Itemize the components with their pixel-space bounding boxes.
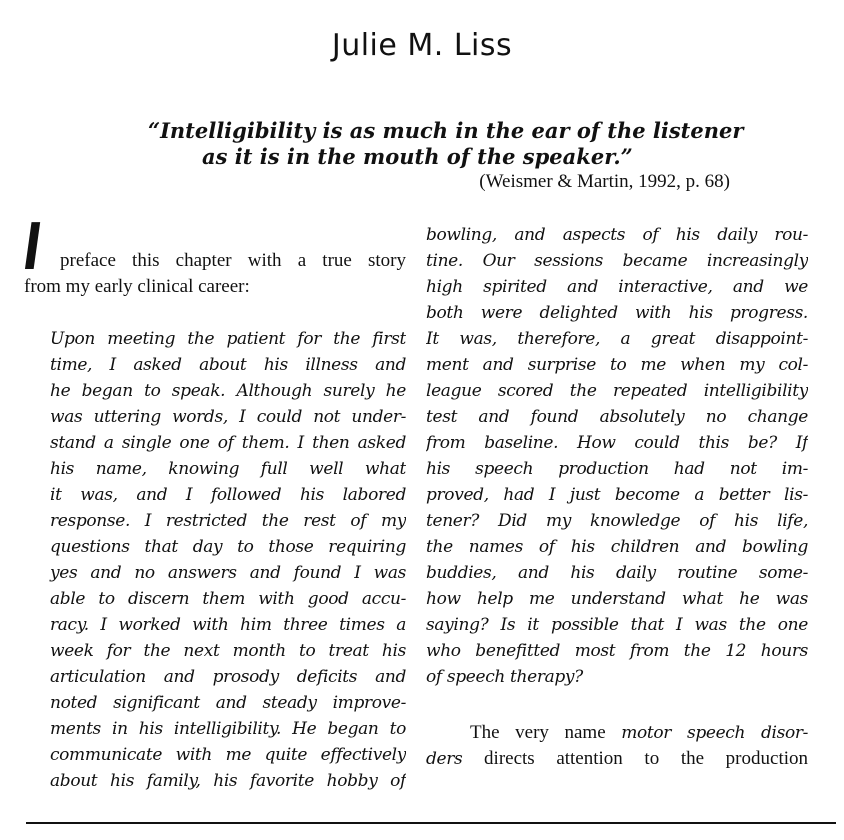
- para2-italic-term-end: ders: [426, 749, 463, 769]
- story-line: articulation and prosody deficits and: [50, 667, 406, 687]
- story-line: was uttering words, I could not under-: [50, 407, 406, 427]
- story-left-block: [24, 326, 406, 794]
- para2-line-1: [426, 720, 808, 746]
- story-line: time, I asked about his illness and: [50, 355, 406, 375]
- story-line: tener? Did my knowledge of his life,: [426, 511, 808, 531]
- paragraph-gap: [426, 690, 808, 716]
- intro-line-2: from my early clinical career:: [24, 276, 250, 297]
- epigraph-line-1: “Intelligibility is as much in the ear of the listener: [148, 118, 744, 143]
- story-line: It was, therefore, a great disappoint-: [426, 329, 808, 349]
- story-line: who benefitted most from the 12 hours: [426, 641, 808, 661]
- story-line: ment and surprise to me when my col-: [426, 355, 808, 375]
- story-line: about his family, his favorite hobby of: [50, 771, 406, 791]
- para2-italic-term: motor speech disor-: [621, 723, 808, 743]
- story-line: he began to speak. Although surely he: [50, 381, 406, 401]
- left-column: [24, 211, 406, 794]
- story-line: bowling, and aspects of his daily rou-: [426, 225, 808, 245]
- story-line: his name, knowing full well what: [50, 459, 406, 479]
- para2-text: directs attention to the production: [462, 748, 808, 769]
- intro-paragraph-start: [24, 211, 406, 285]
- story-line: league scored the repeated intelligibility: [426, 381, 808, 401]
- drop-cap: I: [24, 211, 42, 285]
- story-line: questions that day to those requiring: [50, 537, 406, 557]
- story-line: buddies, and his daily routine some-: [426, 563, 808, 583]
- right-column: [426, 222, 808, 772]
- story-line: ments in his intelligibility. He began to: [50, 719, 406, 739]
- story-line: communicate with me quite effectively: [50, 745, 406, 765]
- story-line: able to discern them with good accu-: [50, 589, 406, 609]
- story-line: week for the next month to treat his: [50, 641, 406, 661]
- bottom-rule: [26, 822, 836, 824]
- para2-line-2: [426, 746, 808, 772]
- paragraph-gap: [24, 300, 406, 326]
- story-line: it was, and I followed his labored: [50, 485, 406, 505]
- story-line: high spirited and interactive, and we: [426, 277, 808, 297]
- story-line: saying? Is it possible that I was the one: [426, 615, 808, 635]
- story-line: stand a single one of them. I then asked: [50, 433, 406, 453]
- epigraph: [140, 118, 760, 194]
- story-line: tine. Our sessions became increasingly: [426, 251, 808, 271]
- epigraph-line-2: as it is in the mouth of the speaker.”: [202, 144, 633, 169]
- epigraph-citation: (Weismer & Martin, 1992, p. 68): [479, 171, 730, 192]
- chapter-author: Julie M. Liss: [331, 28, 513, 63]
- story-line: from baseline. How could this be? If: [426, 433, 808, 453]
- story-line: both were delighted with his progress.: [426, 303, 808, 323]
- story-line: the names of his children and bowling: [426, 537, 808, 557]
- story-line: Upon meeting the patient for the first: [50, 329, 406, 349]
- story-right-block: [426, 222, 808, 690]
- story-line: of speech therapy?: [426, 667, 583, 687]
- story-line: noted significant and steady improve-: [50, 693, 406, 713]
- story-line: how help me understand what he was: [426, 589, 808, 609]
- para2-text: The very name: [470, 722, 622, 743]
- story-line: his speech production had not im-: [426, 459, 808, 479]
- story-line: response. I restricted the rest of my: [50, 511, 406, 531]
- story-line: test and found absolutely no change: [426, 407, 808, 427]
- story-line: proved, had I just become a better lis-: [426, 485, 808, 505]
- story-line: racy. I worked with him three times a: [50, 615, 406, 635]
- intro-line-1: preface this chapter with a true story: [60, 250, 406, 271]
- story-line: yes and no answers and found I was: [50, 563, 406, 583]
